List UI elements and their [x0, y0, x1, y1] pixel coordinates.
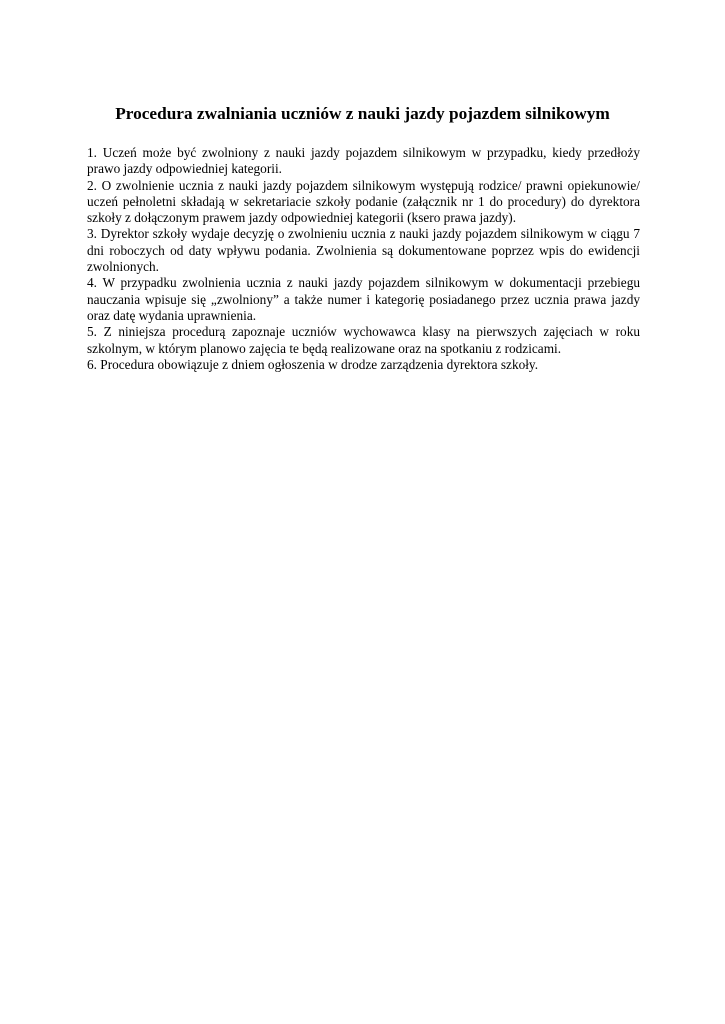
paragraph-4: 4. W przypadku zwolnienia ucznia z nauki jazdy pojazdem silnikowym w dokumentacji przebiegu nauczania wpisuje się „zwolniony” a także numer i kategorię posiadanego przez ucznia prawa jazdy oraz datę wydania uprawnienia.: [87, 275, 640, 323]
paragraph-1: 1. Uczeń może być zwolniony z nauki jazdy pojazdem silnikowym w przypadku, kiedy przedłoży prawo jazdy odpowiedniej kategorii.: [87, 145, 640, 177]
paragraph-6: 6. Procedura obowiązuje z dniem ogłoszenia w drodze zarządzenia dyrektora szkoły.: [87, 356, 539, 372]
document-title: Procedura zwalniania uczniów z nauki jazdy pojazdem silnikowym: [115, 104, 610, 123]
paragraph-3: 3. Dyrektor szkoły wydaje decyzję o zwolnieniu ucznia z nauki jazdy pojazdem silnikowym w ciągu 7 dni roboczych od daty wpływu podania. Zwolnienia są dokumentowane poprzez wpis do ewidencji zwolnionych.: [87, 226, 640, 275]
document-body: [87, 145, 640, 373]
paragraph-2: 2. O zwolnienie ucznia z nauki jazdy pojazdem silnikowym występują rodzice/ prawni opiekunowie/ uczeń pełnoletni składają w sekretariacie szkoły podanie (załącznik nr 1 do procedury) do dyrektora szkoły z dołączonym prawem jazdy odpowiedniej kategorii (ksero prawa jazdy).: [87, 177, 640, 226]
paragraph-5: 5. Z niniejsza procedurą zapoznaje uczniów wychowawca klasy na pierwszych zajęciach w roku szkolnym, w którym planowo zajęcia te będą realizowane oraz na spotkaniu z rodzicami.: [87, 324, 640, 356]
